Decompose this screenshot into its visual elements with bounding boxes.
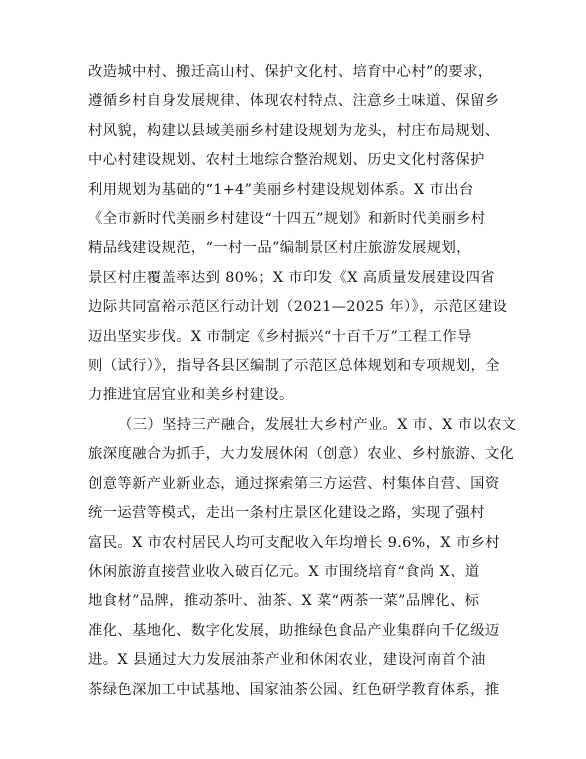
text-line: 改造城中村、搬迁高山村、保护文化村、培育中心村”的要求， bbox=[88, 64, 493, 80]
text-line: 利用规划为基础的“1+4”美丽乡村建设规划体系。X 市出台 bbox=[88, 181, 474, 198]
text-line: 则（试行）》，指导各县区编制了示范区总体规划和专项规划，全 bbox=[88, 358, 500, 374]
text-line: （三）坚持三产融合，发展壮大乡村产业。X 市、X 市以农文 bbox=[118, 417, 517, 433]
text-line: 富民。X 市农村居民人均可支配收入年均增长 9.6%，X 市乡村 bbox=[88, 534, 500, 551]
text-line: 力推进宜居宜业和美乡村建设。 bbox=[88, 387, 294, 404]
text-line: 地食材”品牌，推动茶叶、油茶、X 菜“两茶一菜”品牌化、标 bbox=[88, 593, 480, 610]
text-line: 茶绿色深加工中试基地、国家油茶公园、红色研学教育体系，推 bbox=[88, 681, 500, 698]
text-line: 《全市新时代美丽乡村建设“十四五”规划》和新时代美丽乡村 bbox=[88, 211, 486, 227]
text-line: 休闲旅游直接营业收入破百亿元。X 市围绕培育“食尚 X、道 bbox=[88, 564, 480, 580]
text-line: 统一运营等模式，走出一条村庄景区化建设之路，实现了强村 bbox=[88, 505, 485, 522]
text-line: 村风貌，构建以县域美丽乡村建设规划为龙头，村庄布局规划、 bbox=[88, 122, 500, 139]
text-line: 迈出坚实步伐。X 市制定《乡村振兴“十百千万”工程工作导 bbox=[88, 328, 472, 345]
text-line: 旅深度融合为抓手，大力发展休闲（创意）农业、乡村旅游、文化 bbox=[88, 446, 515, 463]
text-line: 边际共同富裕示范区行动计划（2021—2025 年）》，示范区建设 bbox=[88, 299, 508, 316]
text-line: 准化、基地化、数字化发展，助推绿色食品产业集群向千亿级迈 bbox=[88, 622, 500, 639]
text-line: 景区村庄覆盖率达到 80%；X 市印发《X 高质量发展建设四省 bbox=[88, 269, 495, 286]
text-line: 创意等新产业新业态，通过探索第三方运营、村集体自营、国资 bbox=[88, 475, 500, 492]
text-line: 进。X 县通过大力发展油茶产业和休闲农业，建设河南首个油 bbox=[88, 652, 486, 669]
text-line: 遵循乡村自身发展规律、体现农村特点、注意乡土味道、保留乡 bbox=[88, 93, 500, 110]
text-line: 精品线建设规范，“一村一品”编制景区村庄旅游发展规划， bbox=[88, 240, 471, 257]
text-line: 中心村建设规划、农村土地综合整治规划、历史文化村落保护 bbox=[88, 152, 485, 169]
